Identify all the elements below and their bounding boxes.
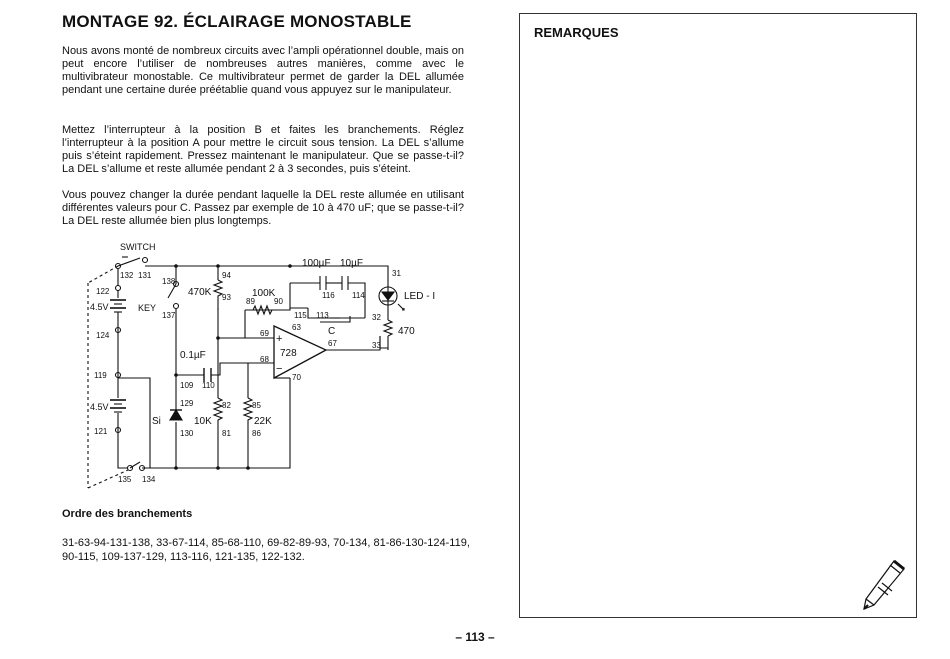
capacitor-0-1uf-label: 0.1µF [180,350,206,361]
capacitor-10uf [342,276,348,290]
key-label: KEY [138,303,157,313]
resistor-470 [384,320,392,336]
bottom-switch-symbol [128,462,145,471]
terminal-131: 131 [138,271,152,280]
terminal-124: 124 [96,331,110,340]
diode-symbol [170,410,182,420]
capacitor-100uf-label: 100µF [302,258,331,269]
terminal-129: 129 [180,399,194,408]
terminal-33: 33 [372,341,381,350]
remarks-title: REMARQUES [534,25,619,40]
terminal-32: 32 [372,313,381,322]
capacitor-10uf-label: 10µF [340,258,363,269]
terminal-113: 113 [316,311,329,320]
connections-sequence: 31-63-94-131-138, 33-67-114, 85-68-110, 69-82-89-93, 70-134, 81-86-130-124-119, 90-115, 109-137-129, 113-116, 121-135, 122-132. [62,537,470,563]
terminal-109: 109 [180,381,194,390]
capacitor-0-1uf [204,368,211,382]
resistor-10k-label: 10K [194,416,212,427]
remarks-panel [519,13,917,618]
terminal-89: 89 [246,297,255,306]
terminal-86: 86 [252,429,261,438]
circuit-diagram [80,238,450,500]
resistor-470k [214,280,222,300]
terminal-121: 121 [94,427,108,436]
terminal-137: 137 [162,311,176,320]
terminal-31: 31 [392,269,401,278]
diode-label: Si [152,416,161,427]
terminal-134: 134 [142,475,156,484]
switch-label: SWITCH [120,242,156,252]
terminal-81: 81 [222,429,231,438]
terminal-110: 110 [202,381,215,390]
terminal-90: 90 [274,297,283,306]
terminal-119: 119 [94,371,107,380]
terminal-68: 68 [260,355,269,364]
terminal-85: 85 [252,401,261,410]
capacitor-100uf [320,276,326,290]
resistor-470-label: 470 [398,326,415,337]
terminal-138: 138 [162,277,176,286]
terminal-70: 70 [292,373,301,382]
led-label: LED - I [404,291,436,302]
terminal-115: 115 [294,311,307,320]
paragraph-instructions: Mettez l’interrupteur à la position B et faites les branchements. Réglez l’interrupteur à la position A pour mettre le circuit sous tension. La DEL s’allume puis s’éteint rapidement. Pressez maintenant le manipulateur. Que se passe-t-il? La DEL s’allume et reste allumée pendant 2 à 3 secondes, puis s’éteint. [62,124,464,175]
terminal-132: 132 [120,271,134,280]
terminal-135: 135 [118,475,132,484]
paragraph-variation: Vous pouvez changer la durée pendant laquelle la DEL reste allumée en utilisant différentes valeurs pour C. Passez par exemple de 10 à 470 uF; que se passe-t-il? La DEL reste allumée bien plus longtemps. [62,189,464,227]
battery-lower-label: 4.5V [90,402,109,412]
terminal-116: 116 [322,291,335,300]
connections-heading: Ordre des branchements [62,508,193,520]
battery-upper [110,286,126,333]
resistor-100k-label: 100K [252,288,276,299]
terminal-67: 67 [328,339,337,348]
opamp-minus: − [276,363,283,375]
resistor-22k-label: 22K [254,416,272,427]
resistor-100k [245,306,280,314]
terminal-122: 122 [96,287,110,296]
terminal-82: 82 [222,401,231,410]
terminal-93: 93 [222,293,231,302]
opamp-plus: + [276,333,283,345]
opamp-label: 728 [280,348,297,359]
battery-upper-label: 4.5V [90,302,109,312]
paragraph-intro: Nous avons monté de nombreux circuits avec l’ampli opérationnel double, mais on peut encore l’utiliser de nombreuses autres manières, comme avec le multivibrateur monostable. Ce multivibrateur permet de garder la DEL allumée pendant une certaine durée préétablie quand vous appuyez sur le manipulateur. [62,45,464,96]
terminal-69: 69 [260,329,269,338]
resistor-10k [214,398,222,433]
page-number: – 113 – [455,630,495,644]
terminal-114: 114 [352,291,365,300]
resistor-470k-label: 470K [188,287,212,298]
capacitor-c-label: C [328,326,336,337]
terminal-63: 63 [292,323,301,332]
terminal-130: 130 [180,429,194,438]
resistor-22k [244,398,252,433]
led-symbol [379,287,404,310]
page-title: MONTAGE 92. ÉCLAIRAGE MONOSTABLE [62,12,412,31]
terminal-94: 94 [222,271,231,280]
pencil-icon [860,557,908,613]
